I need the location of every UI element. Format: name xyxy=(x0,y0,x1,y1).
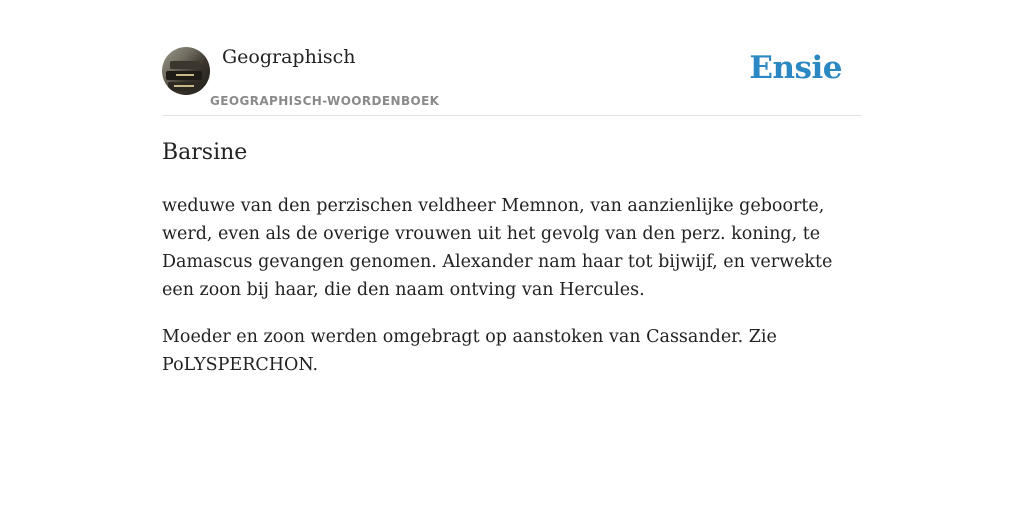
book-shape xyxy=(170,61,200,69)
entry-paragraph: weduwe van den perzischen veldheer Memnon, van aanzienlijke geboorte, werd, even als de overige vrouwen uit het gevolg van den perz. koning, te Damascus gevangen genomen. Alexander nam haar tot bijwijf, en verwekte een zoon bij haar, die den naam ontving van Hercules. xyxy=(162,196,833,300)
book-spine-stripe xyxy=(176,74,194,76)
brand-logo-link[interactable]: Ensie xyxy=(749,50,842,86)
site-title[interactable]: Geographisch xyxy=(222,46,356,68)
books-avatar-icon[interactable] xyxy=(162,47,210,95)
site-subtitle[interactable]: GEOGRAPHISCH-WOORDENBOEK xyxy=(210,94,440,108)
entry-content xyxy=(162,192,862,398)
entry-title: Barsine xyxy=(162,140,248,165)
site-header xyxy=(162,40,862,116)
book-spine-stripe xyxy=(174,85,194,87)
entry-paragraph: Moeder en zoon werden omgebragt op aanstoken van Cassander. Zie PoLYSPERCHON. xyxy=(162,327,777,375)
